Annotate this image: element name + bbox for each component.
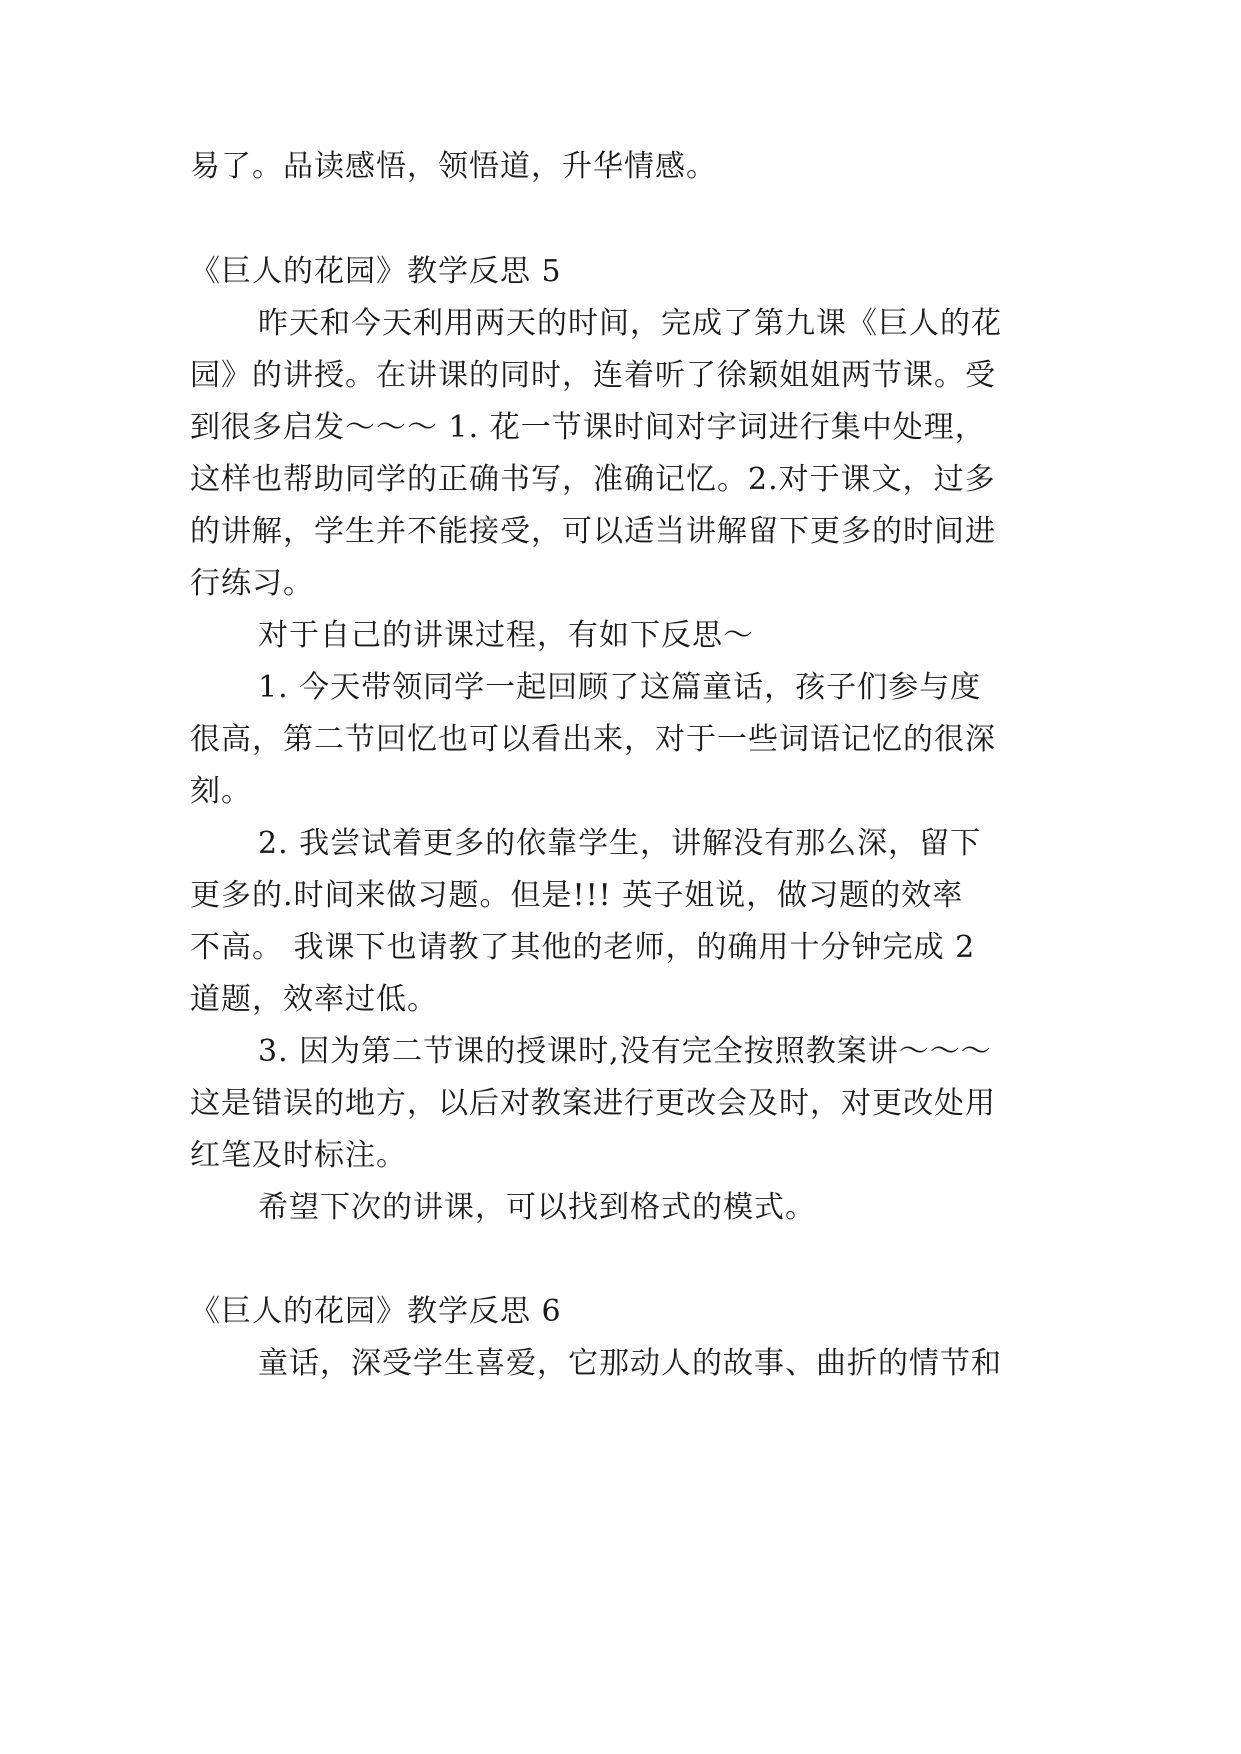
paragraph-line: 昨天和今天利用两天的时间，完成了第九课《巨人的花 (258, 306, 1002, 341)
paragraph-line: 行练习。 (190, 566, 314, 601)
paragraph-line: 对于自己的讲课过程，有如下反思～ (258, 618, 754, 653)
section-heading-6: 《巨人的花园》教学反思 6 (190, 1294, 562, 1329)
paragraph-line: 园》的讲授。在讲课的同时，连着听了徐颖姐姐两节课。受 (190, 358, 996, 393)
paragraph-line: 道题，效率过低。 (190, 982, 438, 1017)
section-heading-5: 《巨人的花园》教学反思 5 (190, 254, 562, 289)
paragraph-line: 2. 我尝试着更多的依靠学生，讲解没有那么深，留下 (258, 826, 982, 861)
paragraph-line: 1. 今天带领同学一起回顾了这篇童话，孩子们参与度 (258, 670, 982, 705)
paragraph-line: 这样也帮助同学的正确书写，准确记忆。2.对于课文，过多 (190, 462, 996, 497)
paragraph-line: 到很多启发～～～ 1. 花一节课时间对字词进行集中处理， (190, 410, 986, 445)
paragraph-line: 更多的.时间来做习题。但是!!! 英子姐说，做习题的效率 (190, 878, 964, 913)
paragraph-line: 童话，深受学生喜爱，它那动人的故事、曲折的情节和 (258, 1346, 1002, 1381)
paragraph-line: 红笔及时标注。 (190, 1138, 407, 1173)
paragraph-line: 这是错误的地方，以后对教案进行更改会及时，对更改处用 (190, 1086, 996, 1121)
paragraph-line: 易了。品读感悟，领悟道，升华情感。 (190, 149, 717, 184)
paragraph-line: 刻。 (190, 774, 252, 809)
paragraph-line: 的讲解，学生并不能接受，可以适当讲解留下更多的时间进 (190, 514, 996, 549)
paragraph-line: 很高，第二节回忆也可以看出来，对于一些词语记忆的很深 (190, 722, 996, 757)
paragraph-line: 3. 因为第二节课的授课时,没有完全按照教案讲～～～ (258, 1034, 992, 1069)
paragraph-line: 不高。 我课下也请教了其他的老师，的确用十分钟完成 2 (190, 930, 976, 965)
paragraph-line: 希望下次的讲课，可以找到格式的模式。 (258, 1190, 816, 1225)
